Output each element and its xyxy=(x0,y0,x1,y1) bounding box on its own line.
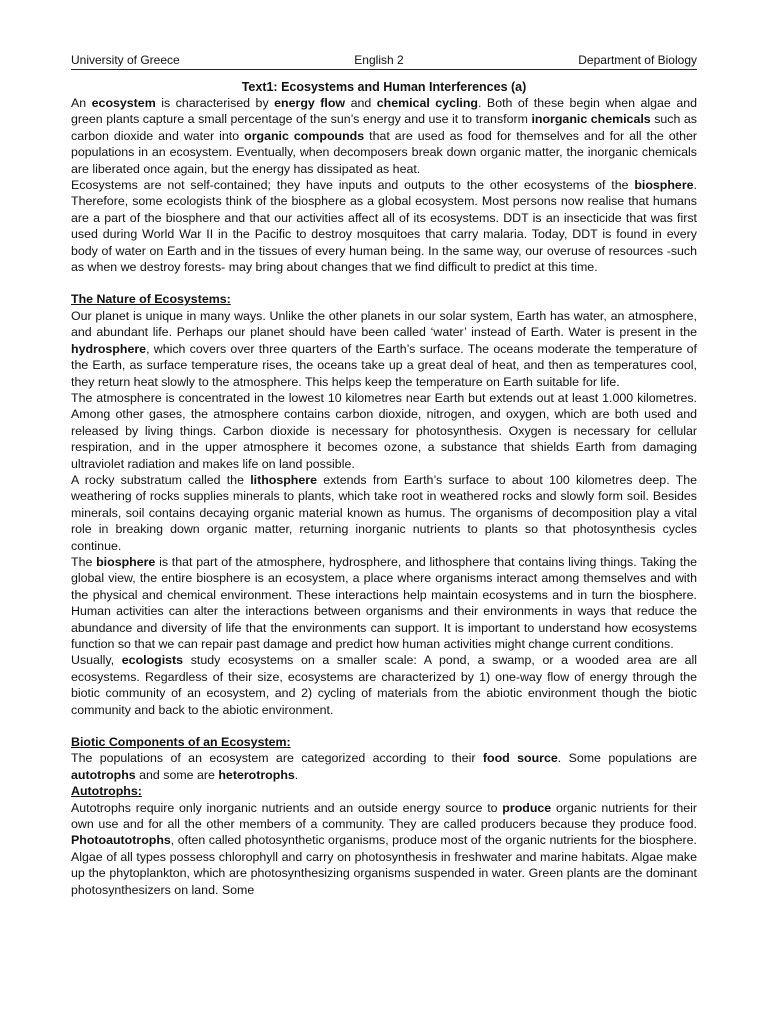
document-title: Text1: Ecosystems and Human Interferences (a) xyxy=(241,80,527,94)
header-course: English 2 xyxy=(354,53,404,67)
nature-paragraph-3: A rocky substratum called the lithosphere extends from Earth’s surface to about 100 kilometres deep. The weathering of rocks supplies minerals to plants, which take root in weathered rocks and slowly form soil. Besides minerals, soil contains decaying organic material known as humus. The organisms of decomposition play a vital role in breaking down organic matter, returning inorganic nutrients to plants so that photosynthesis cycles continue. xyxy=(71,472,697,553)
nature-paragraph-2: The atmosphere is concentrated in the lowest 10 kilometres near Earth but extends out at least 1.000 kilometres. Among other gases, the atmosphere contains carbon dioxide, nitrogen, and oxygen, which are both used and released by living things. Carbon dioxide is necessary for photosynthesis. Oxygen is necessary for cellular respiration, and in the upper atmosphere it becomes ozone, a substance that shields Earth from damaging ultraviolet radiation and makes life on land possible. xyxy=(71,390,697,471)
page-header xyxy=(71,53,697,70)
nature-paragraph-5: Usually, ecologists study ecosystems on a smaller scale: A pond, a swamp, or a wooded area are all ecosystems. Regardless of their size, ecosystems are characterized by 1) one-way flow of energy through the biotic community of an ecosystem, and 2) cycling of materials from the abiotic environment though the biotic community and back to the abiotic environment. xyxy=(71,653,698,717)
intro-paragraph-2: Ecosystems are not self-contained; they have inputs and outputs to the other ecosystems of the biosphere. Therefore, some ecologists think of the biosphere as a global ecosystem. Most persons now realise that humans are a part of the biosphere and that our activities affect all of its ecosystems. DDT is an insecticide that was first used during World War II in the Pacific to destroy mosquitoes that carry malaria. Today, DDT is found in every body of water on Earth and in the tissues of every human being. In the same way, our overuse of resources -such as when we destroy forests- may bring about changes that we find difficult to predict at this time. xyxy=(71,178,697,275)
header-department: Department of Biology xyxy=(578,53,697,67)
nature-paragraph-4: The biosphere is that part of the atmosphere, hydrosphere, and lithosphere that contains living things. Taking the global view, the entire biosphere is an ecosystem, a place where organisms interact among themselves and with the physical and chemical environment. These interactions help maintain ecosystems and in turn the biosphere. Human activities can alter the interactions between organisms and their environments in ways that reduce the abundance and diversity of life that the environments can support. It is important to understand how ecosystems function so that we can repair past damage and predict how human activities might change current conditions. xyxy=(71,554,697,651)
subheading-autotrophs: Autotrophs: xyxy=(71,784,142,799)
autotrophs-paragraph: Autotrophs require only inorganic nutrients and an outside energy source to produce organic nutrients for their own use and for all the other members of a community. They are called producers because they produce food. Photoautotrophs, often called photosynthetic organisms, produce most of the organic nutrients for the biosphere. Algae of all types possess chlorophyll and carry on photosynthesis in freshwater and marine habitats. Algae make up the phytoplankton, which are photosynthesizing organisms suspended in water. Green plants are the dominant photosynthesizers on land. Some xyxy=(71,800,697,897)
section-heading-biotic: Biotic Components of an Ecosystem: xyxy=(71,735,291,750)
header-university: University of Greece xyxy=(71,53,180,67)
intro-paragraph-1: An ecosystem is characterised by energy flow and chemical cycling. Both of these begin when algae and green plants capture a small percentage of the sun’s energy and use it to transform inorganic chemicals such as carbon dioxide and water into organic compounds that are used as food for themselves and for all the other populations in an ecosystem. Eventually, when decomposers break down organic matter, the inorganic chemicals are liberated once again, but the energy has dissipated as heat. xyxy=(71,96,697,176)
section-heading-nature: The Nature of Ecosystems: xyxy=(71,292,231,307)
biotic-paragraph-1: The populations of an ecosystem are categorized according to their food source. Some populations are autotrophs and some are heterotrophs. xyxy=(71,751,697,782)
document-page xyxy=(71,53,697,898)
nature-paragraph-1: Our planet is unique in many ways. Unlike the other planets in our solar system, Earth has water, an atmosphere, and abundant life. Perhaps our planet should have been called ‘water’ instead of Earth. Water is present in the hydrosphere, which covers over three quarters of the Earth’s surface. The oceans moderate the temperature of the Earth, as surface temperature rises, the oceans take up a great deal of heat, and then as temperatures cool, they return heat slowly to the atmosphere. This helps keep the temperature on Earth suitable for life. xyxy=(71,308,697,389)
